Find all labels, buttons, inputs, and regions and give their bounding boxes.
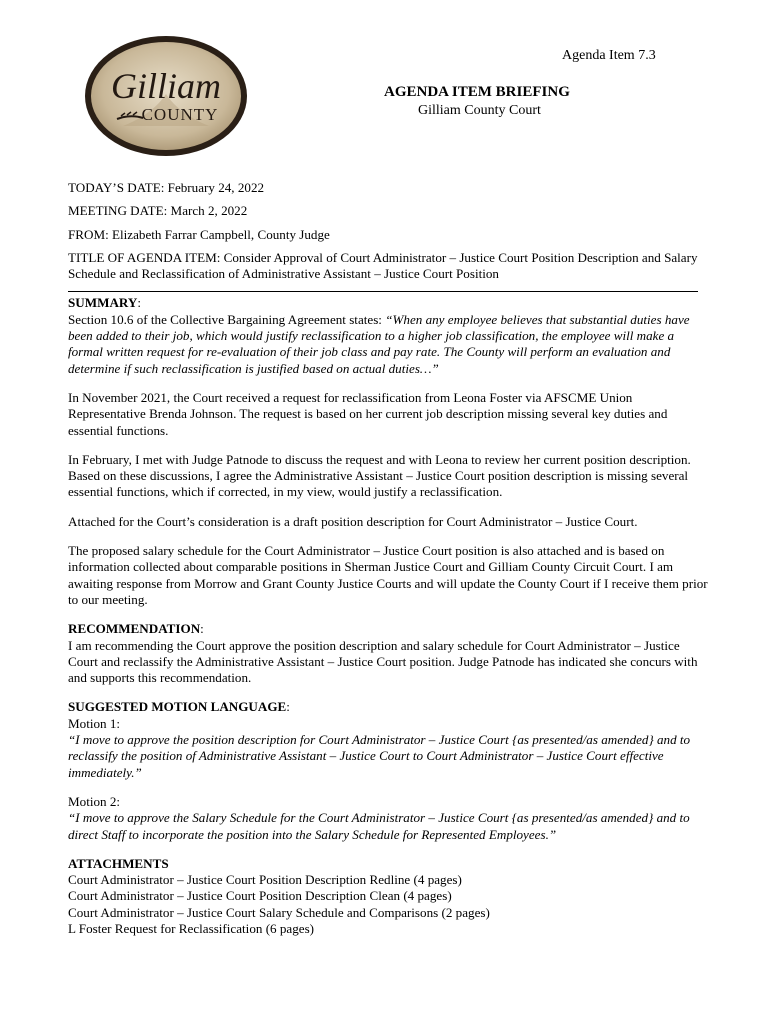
attachments-heading: ATTACHMENTS	[68, 855, 169, 871]
meeting-date: MEETING DATE: March 2, 2022	[68, 203, 248, 219]
agenda-item-number: Agenda Item 7.3	[562, 48, 656, 63]
summary-paragraph: In February, I met with Judge Patnode to discuss the request and with Leona to review her current position description. Based on these discussions, I agree the Administrative Assistant – Justice Court position description is missing several essential functions, which if corrected, in my view, would justify a reclassification.	[68, 451, 691, 500]
recommendation-heading: RECOMMENDATION	[68, 621, 201, 637]
recommendation-text: I am recommending the Court approve the position description and salary schedule for Court Administrator – Justice Court and reclassify the Administrative Assistant – Justice Court position. Judge Patnode has indicated she concurs with and supports this recommendation.	[68, 637, 698, 686]
motions-section: SUGGESTED MOTION LANGUAGE:	[68, 699, 290, 715]
logo-text-county: COUNTY	[141, 105, 219, 124]
todays-date: TODAY’S DATE: February 24, 2022	[68, 180, 265, 195]
page-subtitle: Gilliam County Court	[418, 103, 541, 118]
divider	[68, 291, 698, 292]
summary-intro-paragraph	[68, 312, 708, 377]
page-title: AGENDA ITEM BRIEFING	[384, 84, 570, 100]
summary-paragraph: Attached for the Court’s consideration is a draft position description for Court Administrator – Justice Court.	[68, 513, 638, 529]
summary-heading: SUMMARY	[68, 295, 138, 311]
motion2-text: “I move to approve the Salary Schedule for the Court Administrator – Justice Court {as presented/as amended} and to direct Staff to incorporate the position into the Salary Schedule for Represented Employees.”	[68, 810, 690, 842]
summary-section: SUMMARY:	[68, 295, 142, 311]
document-body	[68, 180, 708, 937]
summary-paragraph: The proposed salary schedule for the Court Administrator – Justice Court position is also attached and is based on information collected about comparable positions in Sherman Justice Court and Gilliam County Circuit Court. I am awaiting response from Morrow and Grant County Justice Courts and will update the County Court if I receive them prior to our meeting.	[68, 543, 708, 607]
logo-text-gilliam: Gilliam	[110, 66, 222, 106]
agenda-item-title: TITLE OF AGENDA ITEM: Consider Approval of Court Administrator – Justice Court Position Description and Salary Schedule and Reclassification of Administrative Assistant – Justice Court Position	[68, 249, 698, 282]
gilliam-county-logo	[83, 34, 249, 158]
summary-paragraph: In November 2021, the Court received a request for reclassification from Leona Foster via AFSCME Union Representative Brenda Johnson. The request is based on her current job description missing several key duties and essential functions.	[68, 389, 668, 438]
attachment-item: Court Administrator – Justice Court Position Description Redline (4 pages)	[68, 872, 462, 888]
attachment-item: Court Administrator – Justice Court Salary Schedule and Comparisons (2 pages)	[68, 904, 490, 920]
summary-intro: Section 10.6 of the Collective Bargaining Agreement states:	[68, 311, 386, 327]
motion1-text: “I move to approve the position description for Court Administrator – Justice Court {as presented/as amended} and to reclassify the position of Administrative Assistant – Justice Court to Court Administrator – Justice Court effective immediately.”	[68, 732, 691, 780]
recommendation-section: RECOMMENDATION:	[68, 621, 204, 637]
summary-quote: “When any employee believes that substantial duties have been added to their job, which would justify reclassification to a higher job classification, the employee will make a formal written request for re-evaluation of their job class and pay rate. The County will perform an evaluation and determine if such reclassification is justified based on actual duties…”	[68, 311, 690, 376]
attachment-item: L Foster Request for Reclassification (6 pages)	[68, 920, 315, 936]
from-line: FROM: Elizabeth Farrar Campbell, County Judge	[68, 226, 330, 242]
attachment-item: Court Administrator – Justice Court Position Description Clean (4 pages)	[68, 888, 452, 904]
motions-heading: SUGGESTED MOTION LANGUAGE	[68, 699, 287, 715]
motion1-label: Motion 1:	[68, 715, 121, 731]
motion2-label: Motion 2:	[68, 793, 121, 809]
